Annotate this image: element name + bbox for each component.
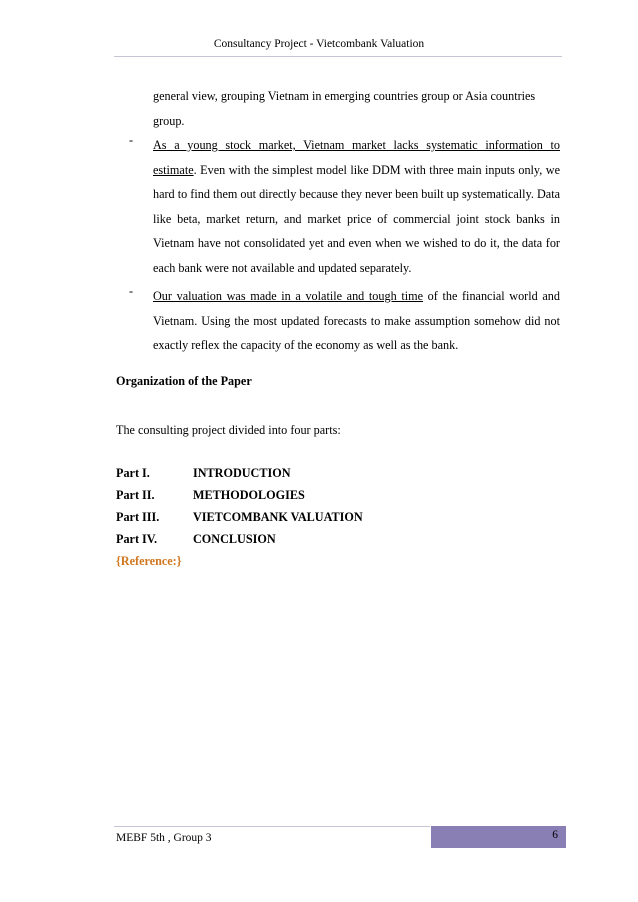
bullet-1-rest: . Even with the simplest model like DDM with three main inputs only, we hard to find them out directly because they never been built up systematically. Data like beta, market return, and market price of commercial joint stock banks in Vietnam have not consolidated yet and even when we wished to do it, the data for each bank were not available and updated separately. — [153, 162, 560, 275]
page-header: Consultancy Project - Vietcombank Valuation — [213, 38, 425, 50]
continuation-line-1: general view, grouping Vietnam in emerging countries group or Asia countries — [153, 89, 536, 103]
part-title: INTRODUCTION — [193, 466, 291, 480]
header-rule — [114, 56, 562, 57]
bullet-2-rest: of the financial world and Vietnam. Using the most updated forecasts to make assumption somehow did not exactly reflex the capacity of the economy as well as the bank. — [153, 289, 560, 352]
page-number: 6 — [552, 829, 558, 841]
bullet-2-underlined: Our valuation was made in a volatile and tough time — [153, 289, 423, 303]
continuation-line-2: group. — [153, 113, 185, 128]
bullet-1-underlined: As a young stock market, Vietnam market lacks systematic information to estimate — [153, 138, 560, 177]
section-heading: Organization of the Paper — [116, 374, 252, 388]
part-number: Part I. — [116, 466, 150, 480]
part-number: Part IV. — [116, 532, 158, 546]
bullet-paragraph-2 — [153, 284, 560, 358]
bullet-dash-2: - — [129, 284, 134, 298]
continuation-paragraph — [153, 84, 560, 133]
bullet-paragraph-1 — [153, 133, 560, 280]
intro-sentence: The consulting project divided into four parts: — [116, 423, 341, 437]
part-title: CONCLUSION — [193, 532, 276, 546]
reference-field: {Reference:} — [116, 554, 182, 568]
part-number: Part II. — [116, 488, 155, 502]
footer-page-box — [431, 826, 566, 848]
part-title: METHODOLOGIES — [193, 488, 305, 502]
part-number: Part III. — [116, 510, 160, 524]
footer-rule — [114, 826, 430, 827]
footer-text: MEBF 5th , Group 3 — [116, 832, 212, 844]
part-title: VIETCOMBANK VALUATION — [193, 510, 363, 524]
bullet-dash-1: - — [129, 133, 134, 147]
